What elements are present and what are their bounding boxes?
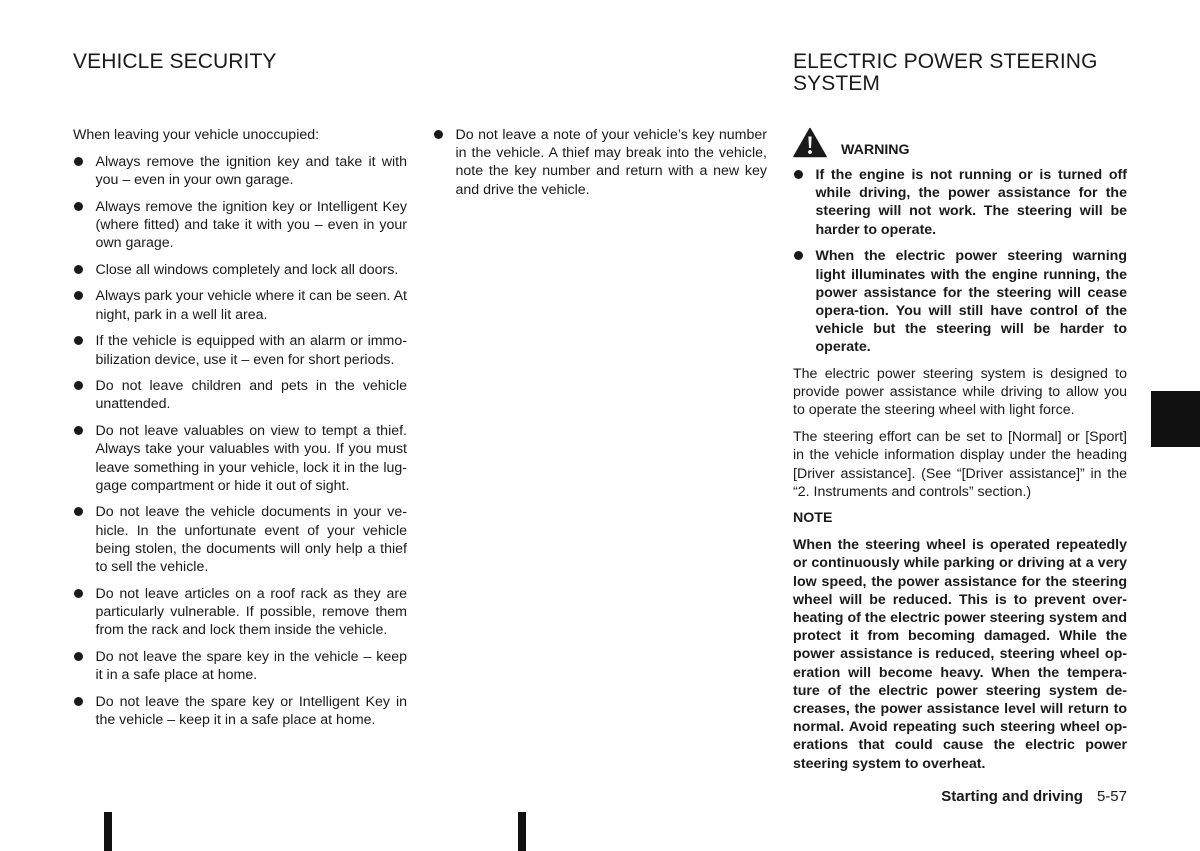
warning-triangle-icon <box>793 127 827 158</box>
steering-column <box>793 126 1127 773</box>
security-bullet: Do not leave valuables on view to tempt a thief. Always take your valuables with you. If you must leave something in your vehicle, lock it in the lug-gage compartment or hide it out of sight. <box>73 422 407 495</box>
warning-bullet: When the electric power steering warning light illuminates with the engine running, the power assistance for the steering will cease opera-tion. You will still have control of the vehicle but the steering will be harder to operate. <box>793 247 1127 356</box>
security-bullet: Do not leave articles on a roof rack as they are particularly vulnerable. If possible, remove them from the rack and lock them inside the vehicle. <box>73 585 407 640</box>
security-bullet: Always remove the ignition key and take it with you – even in your own garage. <box>73 153 407 189</box>
section-heading-electric-power-steering: ELECTRIC POWER STEERING SYSTEM <box>793 50 1098 95</box>
security-bullet: Close all windows completely and lock all doors. <box>73 261 407 279</box>
security-bullet: Do not leave children and pets in the vehicle unattended. <box>73 377 407 413</box>
crop-mark <box>104 812 112 851</box>
note-label: NOTE <box>793 510 833 527</box>
vehicle-security-column-continued <box>433 126 767 207</box>
crop-mark <box>518 812 526 851</box>
footer-section-title: Starting and driving <box>941 788 1083 805</box>
warning-bullet-list <box>793 166 1127 357</box>
page-footer <box>800 788 1127 806</box>
security-bullet: Do not leave a note of your vehicle’s key number in the vehicle. A thief may break into the vehicle, note the key number and return with a new key and drive the vehicle. <box>433 126 767 199</box>
steering-effort-setting: The steering effort can be set to [Normal] or [Sport] in the vehicle information display under the heading [Driver assistance]. (See “[Driver assistance]” in the “2. Instruments and controls” section.) <box>793 429 1127 500</box>
security-bullet-list <box>73 153 407 729</box>
security-bullet: If the vehicle is equipped with an alarm or immo-bilization device, use it – even for short periods. <box>73 332 407 368</box>
security-intro: When leaving your vehicle unoccupied: <box>73 127 320 143</box>
security-bullet: Do not leave the vehicle documents in your ve-hicle. In the unfortunate event of your vehicle being stolen, the documents will only help a thief to sell the vehicle. <box>73 503 407 576</box>
chapter-thumb-tab <box>1151 391 1200 447</box>
section-heading-vehicle-security: VEHICLE SECURITY <box>73 50 277 73</box>
warning-label: WARNING <box>841 142 910 158</box>
steering-description: The electric power steering system is designed to provide power assistance while driving to allow you to operate the steering wheel with light force. <box>793 366 1127 419</box>
warning-header <box>793 126 1127 158</box>
note-body: When the steering wheel is operated repeatedly or continuously while parking or driving at a very low speed, the power assistance for the steering wheel will be reduced. This is to prevent over-heating of the electric power steering system and protect it from becoming damaged. While the power assistance is reduced, steering wheel op-eration will become heavy. When the tempera-ture of the electric power steering system de-creases, the power assistance level will return to normal. Avoid repeating such steering wheel op-erations that could cause the electric power steering system to overheat. <box>793 537 1127 772</box>
security-bullet: Always remove the ignition key or Intelligent Key (where fitted) and take it with you – even in your own garage. <box>73 198 407 253</box>
warning-bullet: If the engine is not running or is turned off while driving, the power assistance for the steering will not work. The steering will be harder to operate. <box>793 166 1127 239</box>
security-bullet: Do not leave the spare key in the vehicle – keep it in a safe place at home. <box>73 648 407 684</box>
security-bullet: Always park your vehicle where it can be seen. At night, park in a well lit area. <box>73 287 407 323</box>
security-bullet-list-continued <box>433 126 767 199</box>
vehicle-security-column <box>73 126 407 738</box>
security-bullet: Do not leave the spare key or Intelligent Key in the vehicle – keep it in a safe place at home. <box>73 693 407 729</box>
page-number: 5-57 <box>1096 788 1127 805</box>
